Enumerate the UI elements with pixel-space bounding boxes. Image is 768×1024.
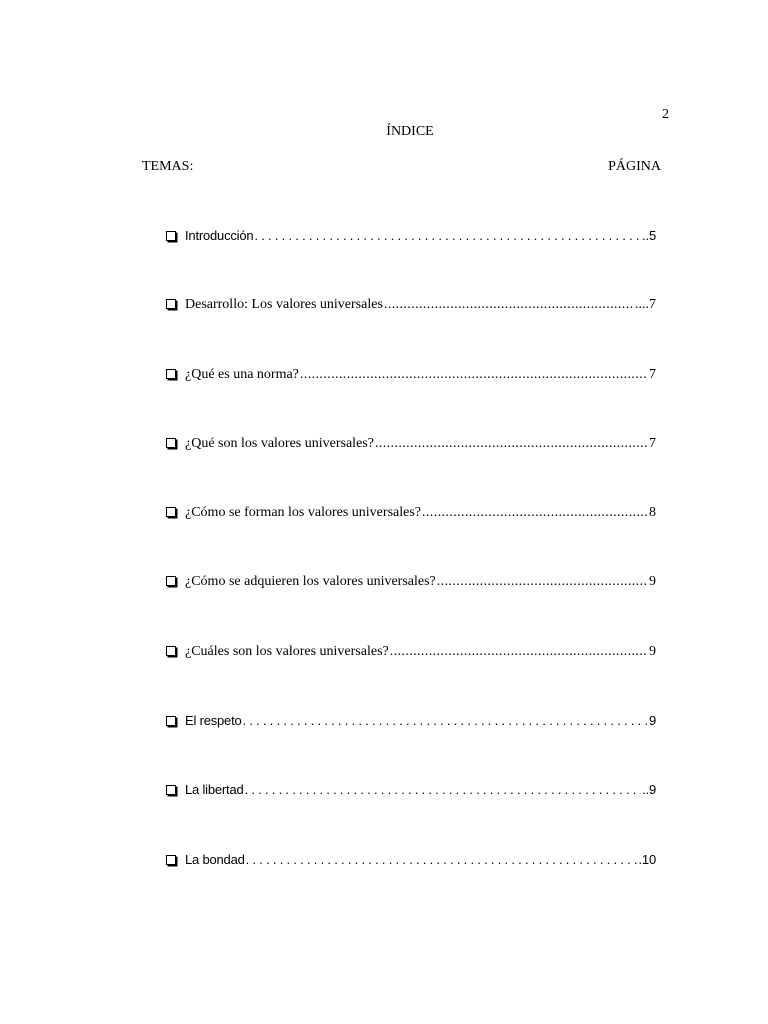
toc-entry-introduccion bbox=[166, 227, 656, 296]
toc-entry-page: 9 bbox=[649, 574, 656, 590]
checkbox-icon bbox=[166, 231, 176, 241]
checkbox-icon bbox=[166, 716, 176, 726]
toc-entry-page: 8 bbox=[649, 505, 656, 521]
dot-leader bbox=[243, 712, 648, 730]
toc-entry-title: El respeto bbox=[185, 713, 242, 729]
dot-leader bbox=[254, 227, 641, 245]
dot-leader bbox=[300, 366, 648, 384]
toc-entry-title: ¿Cómo se adquieren los valores universales? bbox=[185, 574, 436, 590]
toc-entry-title: ¿Cómo se forman los valores universales? bbox=[185, 505, 421, 521]
dot-leader bbox=[390, 643, 648, 661]
dot-leader bbox=[437, 573, 648, 591]
toc-entry-page: ..9 bbox=[642, 782, 656, 798]
toc-entry-title: ¿Qué son los valores universales? bbox=[185, 435, 374, 451]
toc-entry-la-bondad bbox=[166, 851, 656, 920]
toc-entry-page: 9 bbox=[649, 643, 656, 659]
page-number: 2 bbox=[662, 107, 669, 122]
toc-entry-title: La bondad bbox=[185, 851, 245, 867]
topics-column-header: TEMAS: bbox=[142, 159, 194, 174]
checkbox-icon bbox=[166, 507, 176, 517]
toc-entry-como-se-forman bbox=[166, 504, 656, 573]
toc-entry-page: ....7 bbox=[635, 297, 656, 313]
toc-entry-title: Desarrollo: Los valores universales bbox=[185, 297, 383, 313]
dot-leader bbox=[375, 435, 648, 453]
toc-entry-page: ..5 bbox=[642, 228, 656, 243]
toc-entry-page: 9 bbox=[648, 713, 656, 729]
toc-entry-el-respeto bbox=[166, 712, 656, 781]
toc-entry-como-se-adquieren bbox=[166, 573, 656, 642]
toc-entry-desarrollo bbox=[166, 296, 656, 365]
checkbox-icon bbox=[166, 576, 176, 586]
toc-entry-title: Introducción bbox=[185, 228, 254, 243]
checkbox-icon bbox=[166, 855, 176, 865]
toc-entry-page: 7 bbox=[649, 366, 656, 382]
checkbox-icon bbox=[166, 785, 176, 795]
checkbox-icon bbox=[166, 646, 176, 656]
index-title: ÍNDICE bbox=[386, 124, 434, 139]
page-column-header: PÁGINA bbox=[608, 159, 661, 174]
toc-entry-title: La libertad bbox=[185, 782, 244, 798]
dot-leader bbox=[384, 296, 634, 314]
dot-leader bbox=[246, 851, 638, 869]
toc-entry-title: ¿Qué es una norma? bbox=[185, 366, 299, 382]
toc-entry-title: ¿Cuáles son los valores universales? bbox=[185, 643, 389, 659]
toc-entry-page: .10 bbox=[638, 851, 656, 867]
dot-leader bbox=[245, 781, 642, 799]
dot-leader bbox=[422, 504, 648, 522]
toc-entry-page: 7 bbox=[649, 435, 656, 451]
toc-entry-que-son-los-valores bbox=[166, 435, 656, 504]
toc-entry-la-libertad bbox=[166, 781, 656, 850]
checkbox-icon bbox=[166, 299, 176, 309]
checkbox-icon bbox=[166, 438, 176, 448]
table-of-contents bbox=[166, 227, 656, 920]
toc-entry-que-es-una-norma bbox=[166, 366, 656, 435]
toc-entry-cuales-son bbox=[166, 643, 656, 712]
checkbox-icon bbox=[166, 369, 176, 379]
